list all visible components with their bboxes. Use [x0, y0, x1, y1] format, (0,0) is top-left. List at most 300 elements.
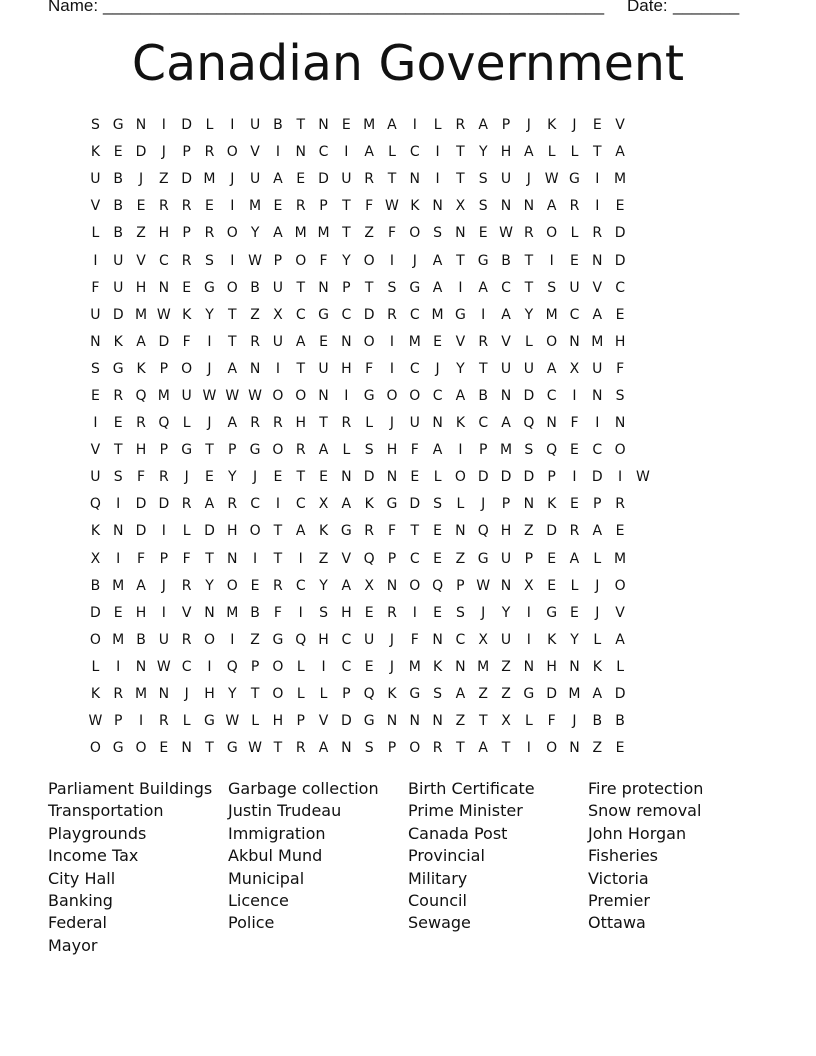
grid-letter: N	[158, 686, 170, 703]
grid-letter: M	[363, 117, 376, 134]
grid-letter: P	[296, 713, 305, 730]
grid-letter: S	[364, 442, 374, 459]
grid-letter: H	[135, 279, 147, 296]
grid-letter: E	[433, 333, 443, 350]
grid-letter: D	[112, 306, 124, 323]
grid-letter: N	[227, 550, 238, 567]
grid-letter: A	[524, 144, 534, 161]
name-field[interactable]: _____________________________________________________	[103, 0, 605, 15]
grid-letter: Z	[250, 306, 260, 323]
grid-letter: N	[409, 713, 421, 730]
word-bank-item: Parliament Buildings	[48, 779, 213, 798]
grid-letter: L	[182, 523, 191, 540]
grid-letter: U	[500, 171, 512, 188]
grid-letter: I	[618, 469, 623, 486]
grid-letter: T	[296, 469, 305, 486]
grid-letter: G	[477, 252, 489, 269]
grid-letter: P	[228, 442, 237, 459]
word-bank-item: City Hall	[48, 868, 116, 888]
grid-letter: T	[205, 550, 214, 567]
grid-row	[84, 627, 744, 654]
grid-letter: I	[230, 631, 235, 648]
grid-letter: T	[410, 523, 420, 540]
grid-letter: J	[481, 604, 486, 621]
grid-letter: E	[615, 740, 625, 757]
grid-letter: R	[341, 415, 352, 432]
grid-letter: R	[295, 740, 306, 757]
grid-letter: Y	[456, 360, 465, 377]
grid-row	[84, 220, 744, 247]
grid-letter: U	[523, 360, 534, 377]
grid-letter: O	[546, 225, 558, 242]
grid-letter: L	[570, 225, 579, 242]
grid-letter: E	[547, 577, 557, 594]
grid-letter: P	[387, 550, 397, 567]
grid-letter: P	[387, 740, 397, 757]
word-bank-item: Provincial	[408, 846, 485, 866]
grid-letter: J	[595, 604, 600, 621]
grid-letter: G	[181, 442, 193, 459]
grid-letter: I	[549, 252, 554, 269]
word-bank-item: Income Tax	[48, 846, 139, 866]
grid-letter: F	[387, 523, 396, 540]
grid-letter: J	[253, 469, 258, 486]
grid-letter: Z	[250, 631, 260, 648]
grid-letter: I	[595, 198, 600, 215]
grid-row	[84, 708, 744, 735]
grid-letter: I	[275, 144, 280, 161]
grid-letter: X	[478, 631, 489, 648]
word-bank-item: Prime Minister	[408, 801, 523, 821]
grid-letter: I	[116, 496, 121, 513]
grid-letter: Y	[570, 631, 579, 648]
grid-letter: F	[387, 225, 396, 242]
grid-letter: G	[272, 631, 284, 648]
grid-letter: E	[319, 469, 328, 486]
grid-letter: N	[569, 740, 580, 757]
grid-letter: T	[113, 442, 123, 459]
grid-letter: T	[319, 415, 328, 432]
grid-letter: R	[569, 198, 580, 215]
grid-letter: W	[476, 577, 491, 594]
grid-letter: G	[569, 171, 580, 188]
grid-letter: V	[90, 442, 101, 459]
grid-letter: D	[158, 496, 170, 513]
grid-letter: I	[298, 604, 303, 621]
grid-letter: D	[363, 306, 375, 323]
grid-letter: D	[614, 225, 626, 242]
grid-letter: R	[158, 713, 169, 730]
date-field[interactable]: _______	[673, 0, 740, 15]
grid-letter: N	[409, 171, 421, 188]
grid-letter: Q	[363, 686, 375, 703]
grid-letter: A	[432, 442, 443, 459]
word-bank-column	[48, 778, 228, 957]
grid-letter: N	[318, 117, 329, 134]
grid-letter: T	[205, 740, 214, 757]
page-title: Canadian Government	[131, 35, 685, 92]
grid-letter: R	[250, 333, 260, 350]
grid-letter: M	[112, 577, 125, 594]
grid-letter: G	[477, 550, 489, 567]
grid-letter: U	[500, 360, 512, 377]
grid-letter: D	[135, 496, 147, 513]
grid-row	[84, 383, 744, 410]
word-bank-item: Justin Trudeau	[228, 801, 342, 821]
grid-letter: I	[435, 144, 440, 161]
grid-letter: L	[182, 415, 191, 432]
grid-letter: Q	[363, 550, 375, 567]
grid-letter: T	[456, 740, 465, 757]
grid-letter: D	[591, 469, 603, 486]
grid-letter: C	[341, 631, 352, 648]
grid-letter: R	[364, 171, 375, 188]
grid-letter: G	[409, 686, 421, 703]
grid-letter: F	[182, 333, 191, 350]
grid-letter: V	[318, 713, 329, 730]
grid-letter: U	[500, 550, 512, 567]
grid-letter: R	[250, 415, 260, 432]
grid-letter: A	[432, 279, 443, 296]
grid-letter: D	[523, 469, 535, 486]
grid-letter: O	[409, 387, 421, 404]
grid-letter: C	[478, 415, 489, 432]
grid-letter: K	[136, 360, 146, 377]
grid-letter: T	[387, 171, 397, 188]
grid-letter: C	[318, 144, 329, 161]
grid-letter: I	[116, 658, 121, 675]
grid-letter: A	[204, 496, 215, 513]
grid-letter: U	[272, 279, 284, 296]
grid-letter: N	[500, 198, 512, 215]
grid-letter: E	[341, 117, 351, 134]
grid-letter: F	[137, 550, 146, 567]
grid-letter: D	[614, 252, 626, 269]
grid-letter: K	[387, 686, 397, 703]
grid-letter: E	[273, 198, 283, 215]
grid-letter: I	[526, 631, 531, 648]
grid-letter: L	[524, 333, 533, 350]
grid-letter: K	[455, 415, 465, 432]
grid-letter: Y	[342, 252, 351, 269]
grid-letter: U	[90, 306, 101, 323]
grid-letter: L	[456, 496, 465, 513]
grid-letter: N	[614, 415, 626, 432]
grid-letter: I	[161, 604, 166, 621]
grid-letter: F	[547, 713, 556, 730]
grid-letter: V	[181, 604, 192, 621]
grid-letter: C	[181, 658, 192, 675]
grid-letter: T	[273, 550, 283, 567]
grid-letter: B	[90, 577, 101, 594]
grid-letter: J	[161, 144, 166, 161]
grid-letter: N	[135, 117, 147, 134]
grid-row	[84, 600, 744, 627]
grid-letter: E	[615, 306, 625, 323]
grid-letter: O	[546, 740, 558, 757]
grid-letter: A	[227, 415, 238, 432]
grid-letter: W	[544, 171, 559, 188]
grid-letter: A	[546, 198, 557, 215]
grid-letter: F	[273, 604, 282, 621]
word-bank-item: Garbage collection	[228, 779, 379, 798]
grid-letter: S	[364, 740, 374, 757]
grid-letter: R	[387, 604, 397, 621]
grid-letter: U	[318, 360, 329, 377]
grid-letter: G	[454, 306, 466, 323]
grid-letter: Y	[205, 577, 214, 594]
grid-letter: Q	[135, 387, 147, 404]
grid-letter: P	[250, 658, 260, 675]
grid-letter: R	[181, 252, 192, 269]
grid-letter: N	[455, 225, 466, 242]
grid-letter: G	[204, 279, 215, 296]
grid-letter: V	[592, 279, 603, 296]
grid-letter: D	[546, 686, 558, 703]
grid-letter: R	[181, 577, 192, 594]
grid-letter: P	[456, 577, 465, 594]
grid-letter: E	[410, 469, 420, 486]
grid-letter: M	[477, 658, 490, 675]
grid-letter: T	[296, 360, 305, 377]
word-bank-item: Licence	[228, 890, 289, 910]
grid-letter: D	[614, 686, 626, 703]
grid-letter: F	[91, 279, 100, 296]
grid-letter: C	[432, 387, 443, 404]
grid-letter: E	[592, 117, 602, 134]
grid-letter: R	[204, 144, 215, 161]
grid-letter: R	[592, 225, 603, 242]
grid-letter: A	[455, 387, 466, 404]
grid-letter: R	[158, 198, 169, 215]
grid-letter: L	[570, 144, 579, 161]
grid-letter: S	[478, 198, 488, 215]
grid-letter: E	[570, 252, 579, 269]
grid-letter: U	[158, 631, 169, 648]
grid-letter: S	[547, 279, 557, 296]
grid-letter: F	[410, 442, 419, 459]
grid-row	[84, 518, 744, 545]
grid-letter: V	[136, 252, 146, 269]
grid-row	[84, 139, 744, 166]
grid-letter: E	[113, 604, 123, 621]
grid-letter: D	[181, 117, 193, 134]
grid-letter: L	[388, 144, 396, 161]
grid-letter: E	[364, 604, 374, 621]
grid-letter: R	[387, 306, 397, 323]
grid-letter: E	[159, 740, 169, 757]
grid-letter: U	[181, 387, 192, 404]
word-bank-item: Akbul Mund	[228, 846, 323, 866]
grid-letter: W	[635, 469, 650, 486]
name-label: Name:	[48, 0, 99, 15]
grid-letter: T	[205, 442, 214, 459]
grid-letter: H	[135, 604, 147, 621]
grid-letter: O	[386, 387, 398, 404]
grid-letter: S	[113, 469, 123, 486]
grid-row	[84, 247, 744, 274]
grid-letter: S	[433, 225, 443, 242]
grid-letter: K	[433, 658, 443, 675]
grid-letter: C	[569, 306, 580, 323]
grid-letter: G	[249, 442, 261, 459]
grid-letter: R	[273, 577, 283, 594]
grid-letter: H	[546, 658, 557, 675]
grid-letter: O	[272, 442, 284, 459]
grid-letter: W	[225, 713, 240, 730]
word-bank-item: Fisheries	[588, 846, 659, 866]
grid-letter: X	[501, 713, 511, 730]
grid-letter: L	[91, 225, 100, 242]
grid-letter: I	[435, 171, 440, 188]
grid-letter: M	[226, 604, 239, 621]
grid-letter: G	[363, 387, 375, 404]
grid-letter: P	[182, 225, 191, 242]
grid-letter: H	[295, 415, 306, 432]
grid-letter: V	[615, 117, 625, 134]
grid-letter: F	[616, 360, 625, 377]
grid-letter: B	[113, 225, 124, 242]
grid-letter: R	[455, 117, 466, 134]
grid-letter: T	[501, 740, 511, 757]
grid-letter: E	[433, 604, 443, 621]
grid-letter: J	[435, 360, 440, 377]
word-bank-item: Council	[408, 890, 467, 910]
grid-letter: N	[523, 496, 535, 513]
grid-letter: E	[250, 577, 260, 594]
grid-letter: J	[572, 713, 577, 730]
word-bank-item: Police	[228, 913, 275, 933]
grid-letter: J	[207, 415, 212, 432]
word-bank-item: Victoria	[588, 868, 649, 888]
grid-letter: R	[113, 686, 124, 703]
grid-row	[84, 464, 744, 491]
grid-letter: G	[112, 360, 124, 377]
grid-letter: P	[113, 713, 123, 730]
grid-letter: J	[526, 117, 531, 134]
grid-letter: O	[272, 686, 284, 703]
grid-letter: F	[365, 198, 374, 215]
grid-letter: J	[138, 171, 144, 188]
grid-row	[84, 193, 744, 220]
grid-letter: O	[89, 631, 101, 648]
grid-letter: T	[250, 686, 260, 703]
grid-letter: D	[135, 523, 147, 540]
grid-letter: D	[181, 171, 193, 188]
grid-letter: N	[432, 631, 443, 648]
grid-letter: A	[341, 577, 352, 594]
grid-letter: O	[409, 225, 421, 242]
grid-letter: H	[614, 333, 626, 350]
grid-letter: F	[319, 252, 328, 269]
grid-letter: I	[572, 469, 577, 486]
grid-letter: K	[592, 658, 602, 675]
grid-letter: N	[523, 658, 535, 675]
grid-letter: A	[295, 523, 306, 540]
grid-letter: B	[615, 713, 625, 730]
grid-letter: L	[251, 713, 259, 730]
grid-letter: M	[614, 550, 627, 567]
word-bank-item: Premier	[588, 890, 650, 910]
grid-letter: J	[389, 415, 395, 432]
grid-letter: H	[204, 686, 215, 703]
grid-letter: T	[342, 225, 351, 242]
grid-letter: U	[592, 360, 603, 377]
grid-letter: K	[182, 306, 192, 323]
grid-letter: I	[389, 252, 395, 269]
grid-letter: N	[432, 713, 443, 730]
grid-letter: C	[341, 658, 352, 675]
grid-letter: N	[135, 658, 147, 675]
word-bank-item: Sewage	[408, 913, 471, 933]
grid-letter: X	[455, 198, 466, 215]
grid-letter: M	[614, 171, 627, 188]
grid-letter: K	[318, 523, 329, 540]
grid-letter: Z	[524, 523, 534, 540]
grid-letter: Q	[295, 631, 307, 648]
grid-letter: R	[569, 523, 580, 540]
grid-letter: I	[161, 523, 166, 540]
grid-letter: I	[275, 496, 280, 513]
grid-letter: T	[273, 740, 283, 757]
grid-letter: O	[295, 252, 307, 269]
grid-letter: N	[500, 577, 512, 594]
grid-row	[84, 112, 744, 139]
grid-letter: O	[454, 469, 466, 486]
grid-letter: L	[182, 713, 191, 730]
grid-letter: R	[158, 469, 169, 486]
grid-letter: N	[249, 360, 261, 377]
grid-letter: Y	[319, 577, 328, 594]
grid-letter: I	[207, 658, 212, 675]
grid-letter: A	[501, 415, 511, 432]
grid-letter: T	[273, 523, 283, 540]
grid-letter: B	[273, 117, 283, 134]
grid-letter: L	[296, 686, 305, 703]
grid-letter: G	[409, 279, 421, 296]
grid-letter: E	[615, 523, 625, 540]
grid-letter: A	[478, 740, 488, 757]
grid-letter: M	[249, 198, 262, 215]
grid-letter: M	[591, 333, 604, 350]
grid-letter: W	[156, 306, 171, 323]
grid-letter: Z	[455, 713, 466, 730]
grid-letter: M	[203, 171, 216, 188]
grid-letter: D	[204, 523, 215, 540]
grid-letter: K	[410, 198, 420, 215]
grid-letter: U	[409, 415, 420, 432]
grid-letter: U	[249, 171, 261, 188]
grid-letter: K	[547, 496, 557, 513]
grid-letter: N	[386, 713, 398, 730]
grid-letter: E	[205, 469, 214, 486]
grid-letter: G	[204, 713, 215, 730]
grid-letter: D	[318, 171, 329, 188]
grid-letter: N	[90, 333, 101, 350]
grid-letter: L	[342, 442, 351, 459]
grid-letter: S	[205, 252, 214, 269]
grid-letter: S	[90, 360, 100, 377]
grid-letter: A	[318, 442, 329, 459]
grid-row	[84, 681, 744, 708]
grid-letter: O	[272, 658, 284, 675]
grid-letter: A	[615, 144, 625, 161]
grid-letter: H	[272, 713, 284, 730]
grid-letter: B	[113, 171, 124, 188]
grid-letter: A	[295, 333, 306, 350]
grid-letter: Z	[501, 686, 511, 703]
grid-letter: C	[295, 306, 306, 323]
